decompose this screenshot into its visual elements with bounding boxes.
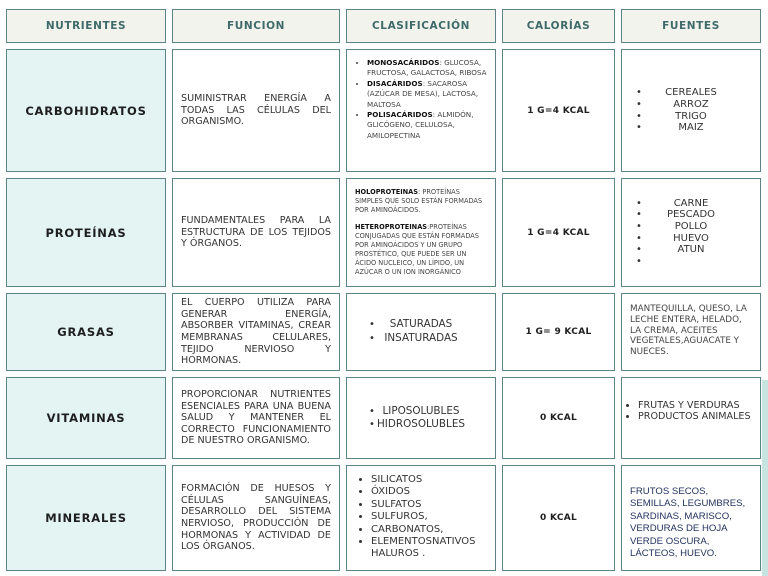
- list-item: [367, 79, 487, 110]
- funcion-text: EL CUERPO UTILIZA PARA GENERAR ENERGÍA, ABSORBER VITAMINAS, CREAR MEMBRANAS CELULARES, TEJIDO NERVIOSO Y HORMONAS.: [181, 297, 331, 367]
- header-fuentes: FUENTES: [621, 9, 761, 43]
- calorias-proteinas: 1 G=4 KCAL: [502, 178, 615, 287]
- fuentes-text: MANTEQUILLA, QUESO, LA LECHE ENTERA, HELADO, LA CREMA, ACEITES VEGETALES,AGUACATE Y NUECES.: [630, 304, 747, 358]
- nutrient-name-proteinas: PROTEÍNAS: [6, 178, 166, 287]
- term-desc: : SACAROSA (AZÚCAR DE MESA), LACTOSA, MALTOSA: [367, 78, 479, 109]
- list-item: • ARROZ: [622, 99, 760, 111]
- term-desc: : GLUCOSA, FRUCTOSA, GALACTOSA, RIBOSA: [367, 58, 487, 78]
- nutrient-name-minerales: MINERALES: [6, 465, 166, 571]
- funcion-proteinas: [172, 178, 340, 287]
- term: DISACÁRIDOS: [367, 78, 423, 88]
- header-clasificacion: CLASIFICACIÓN: [346, 9, 496, 43]
- funcion-text: FUNDAMENTALES PARA LA ESTRUCTURA DE LOS TEJIDOS Y ÓRGANOS.: [181, 215, 331, 250]
- header-calorias: CALORÍAS: [502, 9, 615, 43]
- heteroproteinas-block: [355, 223, 487, 277]
- list-item: • SULFATOS: [371, 499, 487, 511]
- fuentes-list: [622, 87, 760, 133]
- list-item: [622, 256, 760, 268]
- list-item: • LIPOSOLUBLES: [347, 405, 495, 418]
- list-item: • TRIGO: [622, 111, 760, 123]
- calorias-carbohidratos: 1 G=4 KCAL: [502, 49, 615, 172]
- list-item: • HIDROSOLUBLES: [347, 418, 495, 431]
- list-item: • ELEMENTOSNATIVOS HALUROS .: [371, 536, 487, 561]
- fuentes-list: [622, 400, 760, 422]
- fuentes-list: [622, 198, 760, 268]
- list-item: [367, 58, 487, 79]
- fuentes-minerales: [621, 465, 761, 571]
- header-nutrientes: NUTRIENTES: [6, 9, 166, 43]
- list-item: • FRUTAS Y VERDURAS: [638, 400, 760, 411]
- list-item: • PESCADO: [622, 209, 760, 221]
- calorias-minerales: 0 KCAL: [502, 465, 615, 571]
- fuentes-proteinas: [621, 178, 761, 287]
- clasificacion-carbohidratos: [346, 49, 496, 172]
- list-item: • SATURADAS: [347, 318, 495, 332]
- list-item: • PRODUCTOS ANIMALES: [638, 411, 760, 422]
- list-item: • CARBONATOS,: [371, 524, 487, 536]
- list-item: [367, 110, 487, 141]
- term: HOLOPROTEINAS: [355, 188, 419, 196]
- term-desc: :PROTEÍNAS CONJUGADAS QUE ESTÁN FORMADAS POR AMINOÁCIDOS Y UN GRUPO PROSTÉTICO, QUE PUEDE SER UN ÁCIDO NUCLEICO, UN LÍPIDO, UN AZÚCAR O UN ION INORGÁNICO: [355, 223, 479, 276]
- fuentes-text: FRUTOS SECOS, SEMILLAS, LEGUMBRES, SARDINAS, MARISCO, VERDURAS DE HOJA VERDE OSCURA, LÁCTEOS, HUEVO.: [630, 486, 746, 560]
- list-item: • SILICATOS: [371, 474, 487, 486]
- clasificacion-list: [347, 318, 495, 345]
- list-item: • INSATURADAS: [347, 332, 495, 346]
- term-desc: : ALMIDÓN, GLICÓGENO, CELULOSA, AMILOPECTINA: [367, 110, 474, 140]
- decorative-side-band: [762, 380, 768, 576]
- list-item: • POLLO: [622, 221, 760, 233]
- fuentes-carbohidratos: [621, 49, 761, 172]
- clasificacion-list: [359, 474, 487, 561]
- clasificacion-minerales: [346, 465, 496, 571]
- term: POLISACÁRIDOS: [367, 110, 433, 120]
- funcion-vitaminas: [172, 377, 340, 459]
- clasificacion-list: [355, 58, 487, 141]
- term-desc: : PROTEÍNAS SIMPLES QUE SOLO ESTÁN FORMADAS POR AMINOÁCIDOS.: [355, 188, 483, 214]
- calorias-vitaminas: 0 KCAL: [502, 377, 615, 459]
- list-item: • CEREALES: [622, 87, 760, 99]
- list-item: • CARNE: [622, 198, 760, 210]
- funcion-text: SUMINISTRAR ENERGÍA A TODAS LAS CÉLULAS DEL ORGANISMO.: [181, 93, 331, 128]
- list-item: • HUEVO: [622, 233, 760, 245]
- funcion-text: PROPORCIONAR NUTRIENTES ESENCIALES PARA UNA BUENA SALUD Y MANTENER EL CORRECTO FUNCIONAMIENTO DE NUESTRO ORGANISMO.: [181, 389, 331, 447]
- clasificacion-grasas: [346, 293, 496, 371]
- funcion-grasas: [172, 293, 340, 371]
- nutrient-name-carbohidratos: CARBOHIDRATOS: [6, 49, 166, 172]
- funcion-carbohidratos: [172, 49, 340, 172]
- fuentes-vitaminas: [621, 377, 761, 459]
- calorias-grasas: 1 G= 9 KCAL: [502, 293, 615, 371]
- list-item: • ATUN: [622, 244, 760, 256]
- fuentes-grasas: [621, 293, 761, 371]
- clasificacion-vitaminas: [346, 377, 496, 459]
- list-item: • SULFUROS,: [371, 511, 487, 523]
- clasificacion-list: [347, 405, 495, 432]
- header-funcion: FUNCION: [172, 9, 340, 43]
- nutrient-name-grasas: GRASAS: [6, 293, 166, 371]
- funcion-minerales: [172, 465, 340, 571]
- funcion-text: FORMACIÓN DE HUESOS Y CÉLULAS SANGUÍNEAS, DESARROLLO DEL SISTEMA NERVIOSO, PRODUCCIÓN DE HORMONAS Y ACTIVIDAD DE LOS ÓRGANOS.: [181, 483, 331, 553]
- holoproteinas-block: [355, 188, 487, 215]
- nutrient-name-vitaminas: VITAMINAS: [6, 377, 166, 459]
- list-item: • MAIZ: [622, 122, 760, 134]
- term: MONOSACÁRIDOS: [367, 58, 440, 67]
- clasificacion-proteinas: [346, 178, 496, 287]
- list-item: • ÓXIDOS: [371, 486, 487, 498]
- term: HETEROPROTEINAS: [355, 223, 428, 231]
